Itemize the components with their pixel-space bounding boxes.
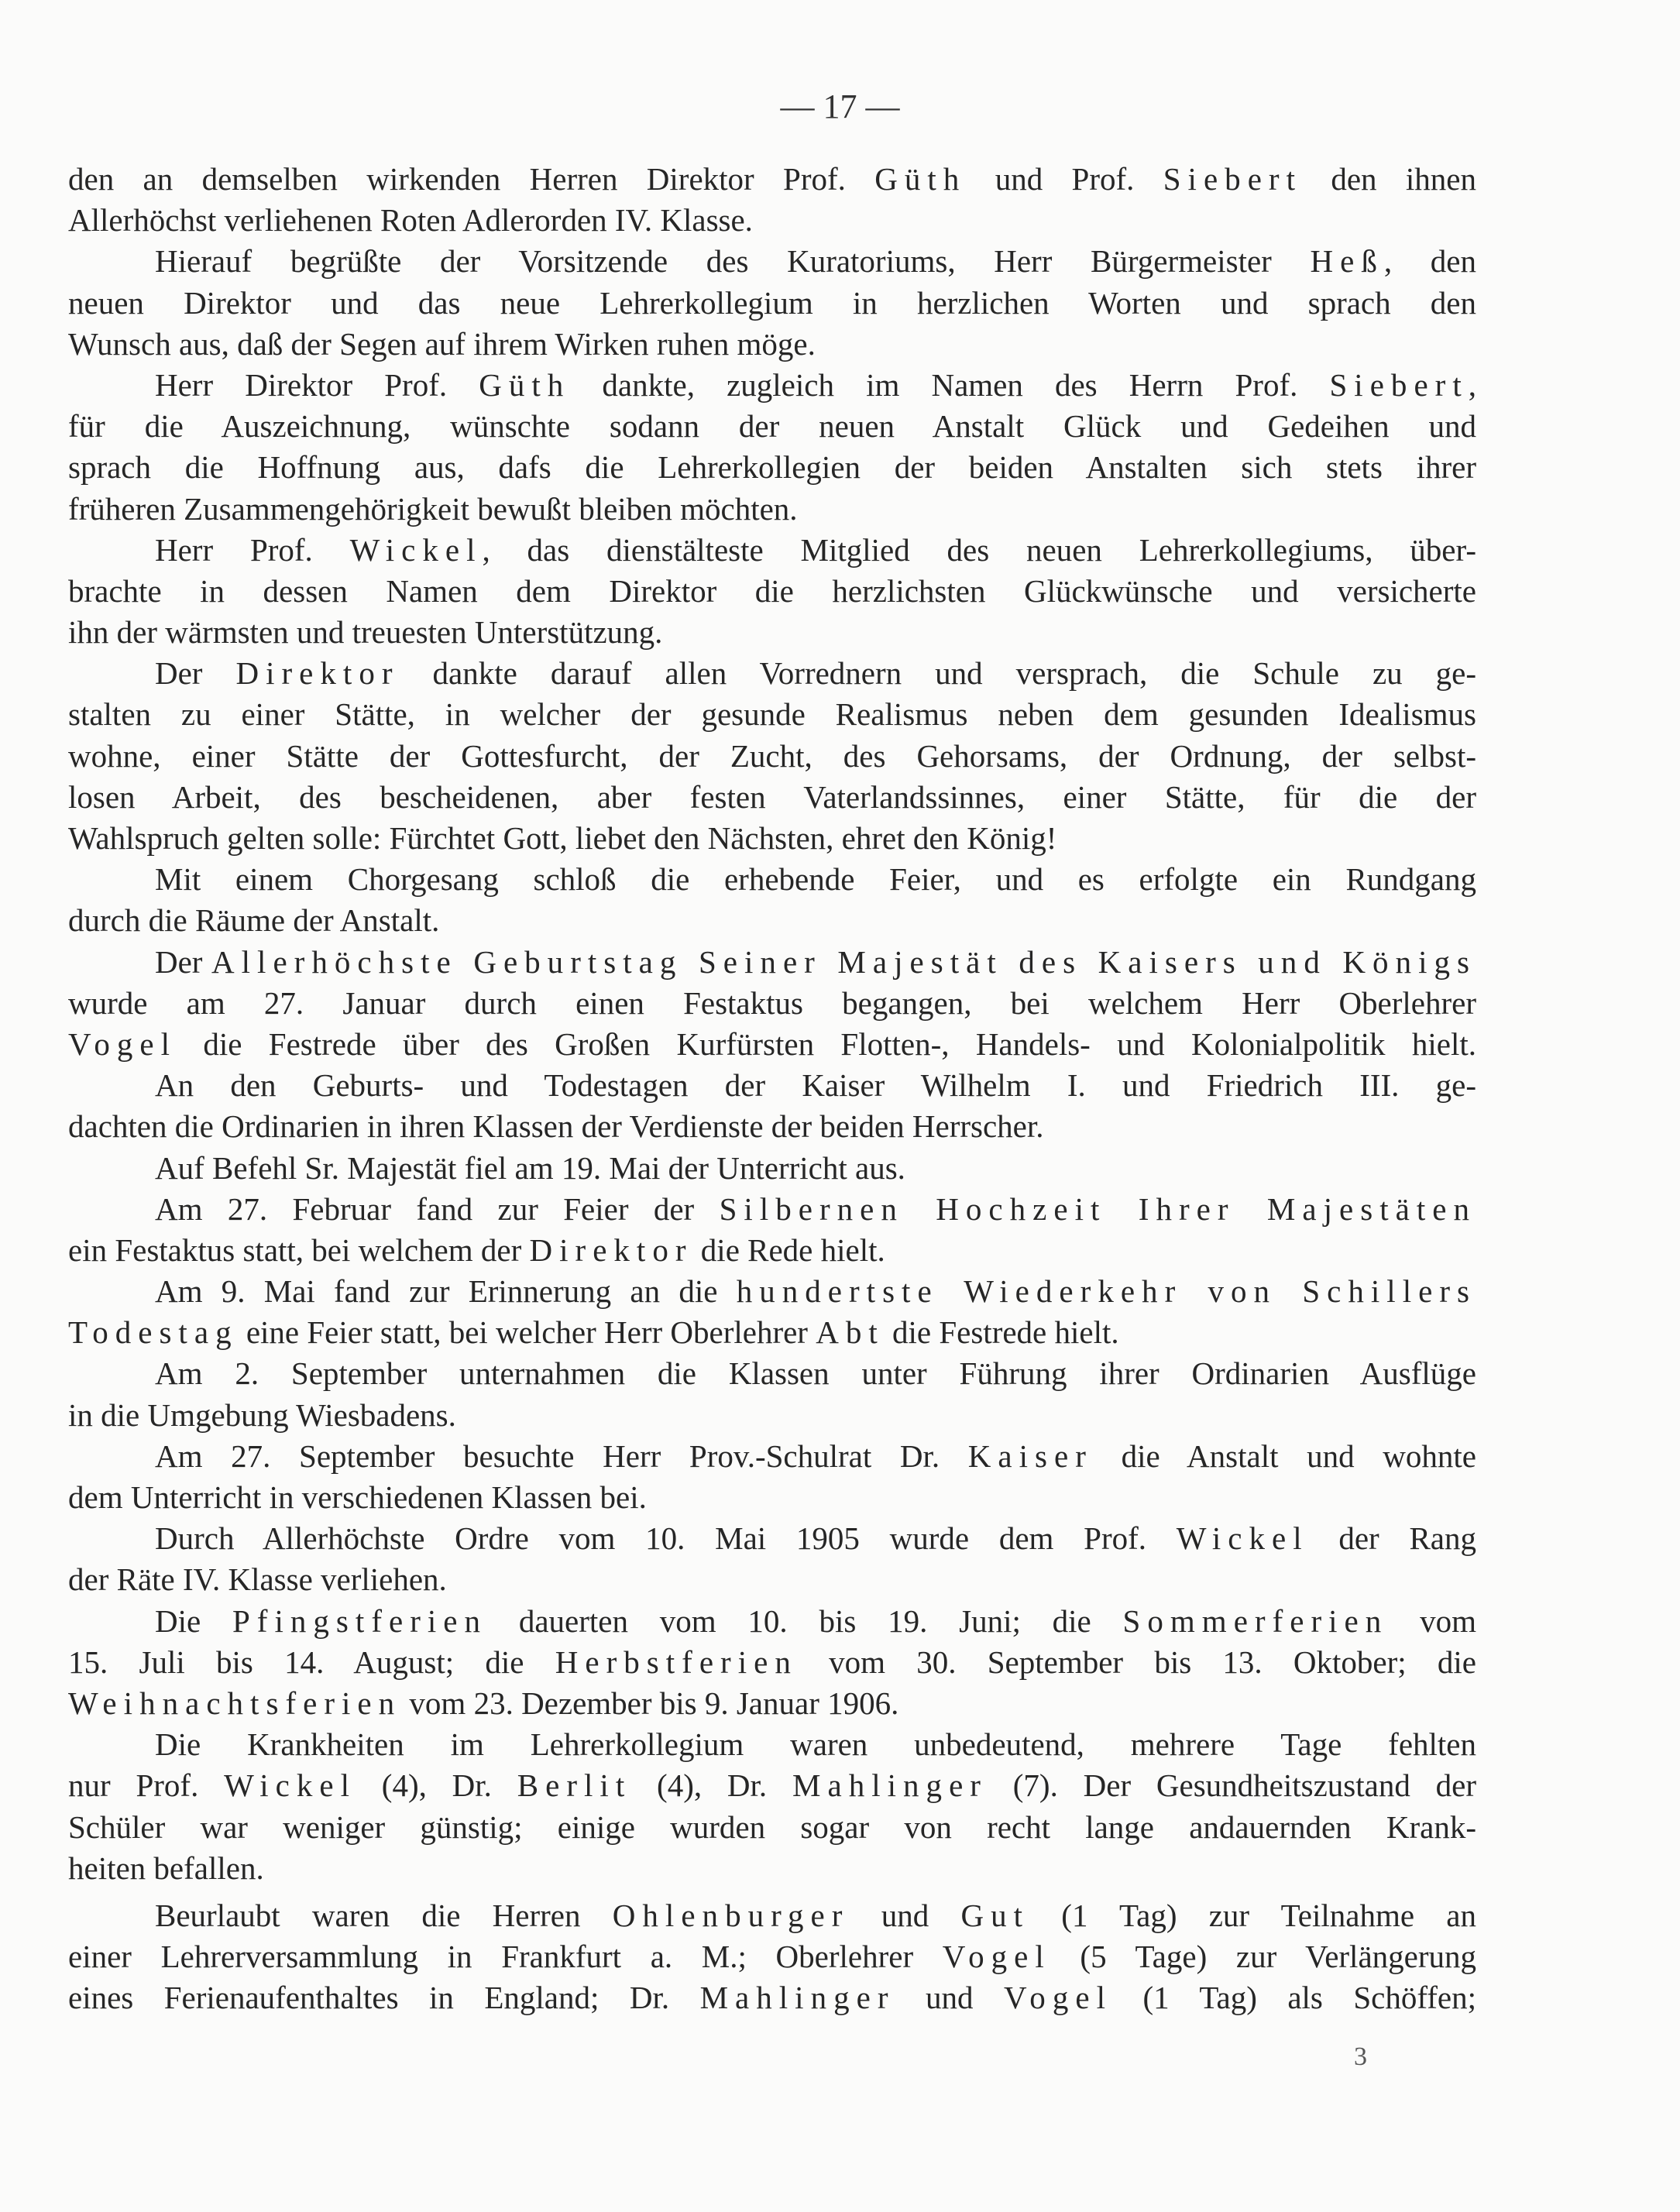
spaced-emphasis: Heß xyxy=(1310,243,1384,280)
text-run: eines Ferienaufenthaltes in England; Dr. xyxy=(68,1980,700,2016)
spaced-emphasis: Ohlenburger xyxy=(612,1897,850,1933)
text-line xyxy=(68,489,1476,530)
body-text xyxy=(68,159,1476,2018)
text-line xyxy=(68,1559,1476,1600)
text-run: losen Arbeit, des bescheidenen, aber festen Vaterlandssinnes, einer Stätte, für die der xyxy=(68,778,1476,815)
text-run: vom 30. September bis 13. Oktober; die xyxy=(797,1644,1476,1680)
text-run: Herr Direktor Prof. xyxy=(155,366,479,403)
text-run: Hierauf begrüßte der Vorsitzende des Kuratoriums, Herr Bürgermeister xyxy=(155,243,1311,280)
text-line xyxy=(68,1683,1476,1724)
text-run: die Festrede hielt. xyxy=(884,1314,1119,1351)
text-run: Allerhöchst verliehenen Roten Adlerorden IV. Klasse. xyxy=(68,202,753,239)
text-run: Durch Allerhöchste Ordre vom 10. Mai 1905 wurde dem Prof. xyxy=(155,1520,1177,1557)
text-run: und xyxy=(849,1897,961,1933)
text-run: die Festrede über des Großen Kurfürsten Flotten-, Handels- und Kolonialpolitik hielt. xyxy=(177,1025,1476,1062)
text-run: , den xyxy=(1383,243,1476,280)
text-line xyxy=(68,1895,1476,1936)
text-line xyxy=(68,200,1476,241)
text-line xyxy=(68,1977,1476,2018)
text-line xyxy=(68,571,1476,612)
text-line xyxy=(68,653,1476,694)
text-line xyxy=(68,1601,1476,1642)
text-run: durch die Räume der Anstalt. xyxy=(68,902,440,939)
text-line xyxy=(68,1065,1476,1106)
text-line xyxy=(68,530,1476,571)
spaced-emphasis: Vogel xyxy=(1003,1980,1112,2016)
spaced-emphasis: Abt xyxy=(816,1314,885,1351)
text-line xyxy=(68,1353,1476,1394)
text-line xyxy=(68,694,1476,735)
text-run: An den Geburts- und Todestagen der Kaiser Wilhelm I. und Friedrich III. ge- xyxy=(155,1067,1476,1104)
spaced-emphasis: Vogel xyxy=(942,1939,1051,1975)
text-run: Der xyxy=(155,943,212,980)
text-run: den an demselben wirkenden Herren Direktor Prof. xyxy=(68,161,875,197)
spaced-emphasis: Güth xyxy=(874,161,967,197)
spaced-emphasis: Herbstferien xyxy=(555,1644,798,1680)
text-run: , xyxy=(1468,366,1476,403)
text-line xyxy=(68,818,1476,859)
text-run: eine Feier statt, bei welcher Herr Oberlehrer xyxy=(238,1314,816,1351)
text-run: früheren Zusammengehörigkeit bewußt bleiben möchten. xyxy=(68,490,798,527)
spaced-emphasis: Allerhöchste Geburtstag Seiner Majestät des Kaisers und Königs xyxy=(211,943,1476,980)
text-run: und xyxy=(895,1980,1004,2016)
text-run: dachten die Ordinarien in ihren Klassen der Verdienste der beiden Herrscher. xyxy=(68,1108,1044,1145)
spaced-emphasis: Mahlinger xyxy=(699,1980,895,2016)
text-run: ein Festaktus statt, bei welchem der xyxy=(68,1231,530,1268)
text-line xyxy=(68,406,1476,447)
text-line xyxy=(68,1189,1476,1230)
text-run: (5 Tage) zur Verlängerung xyxy=(1050,1939,1476,1975)
sheet-signature: 3 xyxy=(1354,2042,1367,2071)
text-run: (7). Der Gesundheitszustand der xyxy=(987,1767,1477,1804)
text-run: Die Krankheiten im Lehrerkollegium waren unbedeutend, mehrere Tage fehlten xyxy=(155,1726,1476,1763)
text-run: Auf Befehl Sr. Majestät fiel am 19. Mai der Unterricht aus. xyxy=(155,1149,905,1186)
text-run: wurde am 27. Januar durch einen Festaktus begangen, bei welchem Herr Oberlehrer xyxy=(68,984,1476,1021)
text-run: Am 2. September unternahmen die Klassen unter Führung ihrer Ordinarien Ausflüge xyxy=(155,1355,1476,1392)
text-run: nur Prof. xyxy=(68,1767,225,1804)
text-run: (4), Dr. xyxy=(356,1767,517,1804)
text-run: der Räte IV. Klasse verliehen. xyxy=(68,1561,447,1598)
text-run: die Rede hielt. xyxy=(692,1231,885,1268)
text-line xyxy=(68,859,1476,900)
text-run: dankte darauf allen Vorrednern und versprach, die Schule zu ge- xyxy=(399,655,1476,692)
paragraph-gap xyxy=(68,1889,1476,1895)
text-run: in die Umgebung Wiesbadens. xyxy=(68,1396,456,1433)
text-line xyxy=(68,1477,1476,1518)
text-line xyxy=(68,777,1476,818)
spaced-emphasis: Sommerferien xyxy=(1122,1602,1389,1639)
text-line xyxy=(68,983,1476,1024)
text-run: Am 27. Februar fand zur Feier der xyxy=(155,1190,720,1227)
text-line xyxy=(68,1312,1476,1353)
text-run: Am 27. September besuchte Herr Prov.-Schulrat Dr. xyxy=(155,1437,968,1474)
text-run: Die xyxy=(155,1602,232,1639)
text-run: Herr Prof. xyxy=(155,531,350,568)
spaced-emphasis: hundertste Wiederkehr von Schillers xyxy=(736,1273,1476,1310)
text-run: sprach die Hoffnung aus, dafs die Lehrerkollegien der beiden Anstalten sich stets ihrer xyxy=(68,449,1476,486)
text-line xyxy=(68,1230,1476,1271)
text-line xyxy=(68,1106,1476,1147)
text-run: dauerten vom 10. bis 19. Juni; die xyxy=(487,1602,1123,1639)
text-run: stalten zu einer Stätte, in welcher der gesunde Realismus neben dem gesunden Idealismus xyxy=(68,696,1476,733)
spaced-emphasis: Direktor xyxy=(529,1231,693,1268)
text-line xyxy=(68,1807,1476,1848)
text-run: Am 9. Mai fand zur Erinnerung an die xyxy=(155,1273,737,1310)
spaced-emphasis: Wickel xyxy=(1176,1520,1309,1557)
text-line xyxy=(68,1436,1476,1477)
text-line xyxy=(68,1765,1476,1806)
spaced-emphasis: Vogel xyxy=(68,1025,177,1062)
text-run: (4), Dr. xyxy=(631,1767,792,1804)
spaced-emphasis: Wickel xyxy=(224,1767,356,1804)
text-line xyxy=(68,241,1476,282)
text-line xyxy=(68,942,1476,983)
spaced-emphasis: Berlit xyxy=(517,1767,632,1804)
text-line xyxy=(68,1024,1476,1065)
spaced-emphasis: Kaiser xyxy=(967,1437,1093,1474)
text-run: vom xyxy=(1388,1602,1476,1639)
text-run: vom 23. Dezember bis 9. Januar 1906. xyxy=(401,1685,899,1721)
spaced-emphasis: Pfingstferien xyxy=(232,1602,488,1639)
text-run: für die Auszeichnung, wünschte sodann der neuen Anstalt Glück und Gedeihen und xyxy=(68,408,1476,445)
text-line xyxy=(68,736,1476,777)
spaced-emphasis: Direktor xyxy=(235,655,400,692)
text-run: der Rang xyxy=(1308,1520,1476,1557)
text-line xyxy=(68,1148,1476,1189)
text-run: (1 Tag) zur Teilnahme an xyxy=(1029,1897,1477,1933)
text-line xyxy=(68,612,1476,653)
text-line xyxy=(68,365,1476,406)
text-line xyxy=(68,283,1476,324)
text-line xyxy=(68,1395,1476,1436)
text-line xyxy=(68,447,1476,488)
text-line xyxy=(68,1848,1476,1889)
text-run: und Prof. xyxy=(966,161,1163,197)
text-run: (1 Tag) als Schöffen; xyxy=(1111,1980,1476,2016)
text-run: dankte, zugleich im Namen des Herrn Prof. xyxy=(570,366,1330,403)
text-run: den ihnen xyxy=(1302,161,1476,197)
spaced-emphasis: Wickel xyxy=(349,531,483,568)
text-run: Der xyxy=(155,655,236,692)
spaced-emphasis: Mahlinger xyxy=(792,1767,988,1804)
spaced-emphasis: Silbernen Hochzeit Ihrer Majestäten xyxy=(719,1190,1476,1227)
text-run: heiten befallen. xyxy=(68,1850,264,1886)
text-run: dem Unterricht in verschiedenen Klassen bei. xyxy=(68,1479,647,1515)
text-run: , das dienstälteste Mitglied des neuen Lehrerkollegiums, über- xyxy=(482,531,1476,568)
page-number: — 17 — xyxy=(780,88,900,125)
text-run: die Anstalt und wohnte xyxy=(1092,1437,1476,1474)
text-run: brachte in dessen Namen dem Direktor die herzlichsten Glückwünsche und versicherte xyxy=(68,572,1476,609)
text-run: Mit einem Chorgesang schloß die erhebende Feier, und es erfolgte ein Rundgang xyxy=(155,861,1476,898)
spaced-emphasis: Weihnachtsferien xyxy=(68,1685,402,1721)
text-line xyxy=(68,159,1476,200)
spaced-emphasis: Güth xyxy=(479,366,571,403)
spaced-emphasis: Siebert xyxy=(1329,366,1469,403)
text-line xyxy=(68,1936,1476,1977)
spaced-emphasis: Siebert xyxy=(1163,161,1303,197)
spaced-emphasis: Todestag xyxy=(68,1314,239,1351)
text-run: einer Lehrerversammlung in Frankfurt a. M.; Oberlehrer xyxy=(68,1939,943,1975)
text-run: Schüler war weniger günstig; einige wurden sogar von recht lange andauernden Krank- xyxy=(68,1808,1476,1845)
spaced-emphasis: Gut xyxy=(960,1897,1030,1933)
text-line xyxy=(68,324,1476,365)
text-line xyxy=(68,1642,1476,1683)
text-run: 15. Juli bis 14. August; die xyxy=(68,1644,555,1680)
text-line xyxy=(68,900,1476,941)
text-line xyxy=(68,1724,1476,1765)
text-run: Wahlspruch gelten solle: Fürchtet Gott, liebet den Nächsten, ehret den König! xyxy=(68,820,1057,856)
text-run: wohne, einer Stätte der Gottesfurcht, der Zucht, des Gehorsams, der Ordnung, der selbst- xyxy=(68,737,1476,774)
text-line xyxy=(68,1271,1476,1312)
text-line xyxy=(68,1518,1476,1559)
text-run: neuen Direktor und das neue Lehrerkollegium in herzlichen Worten und sprach den xyxy=(68,284,1476,321)
text-run: Beurlaubt waren die Herren xyxy=(155,1897,613,1933)
text-run: ihn der wärmsten und treuesten Unterstützung. xyxy=(68,614,663,651)
text-run: Wunsch aus, daß der Segen auf ihrem Wirken ruhen möge. xyxy=(68,325,816,362)
